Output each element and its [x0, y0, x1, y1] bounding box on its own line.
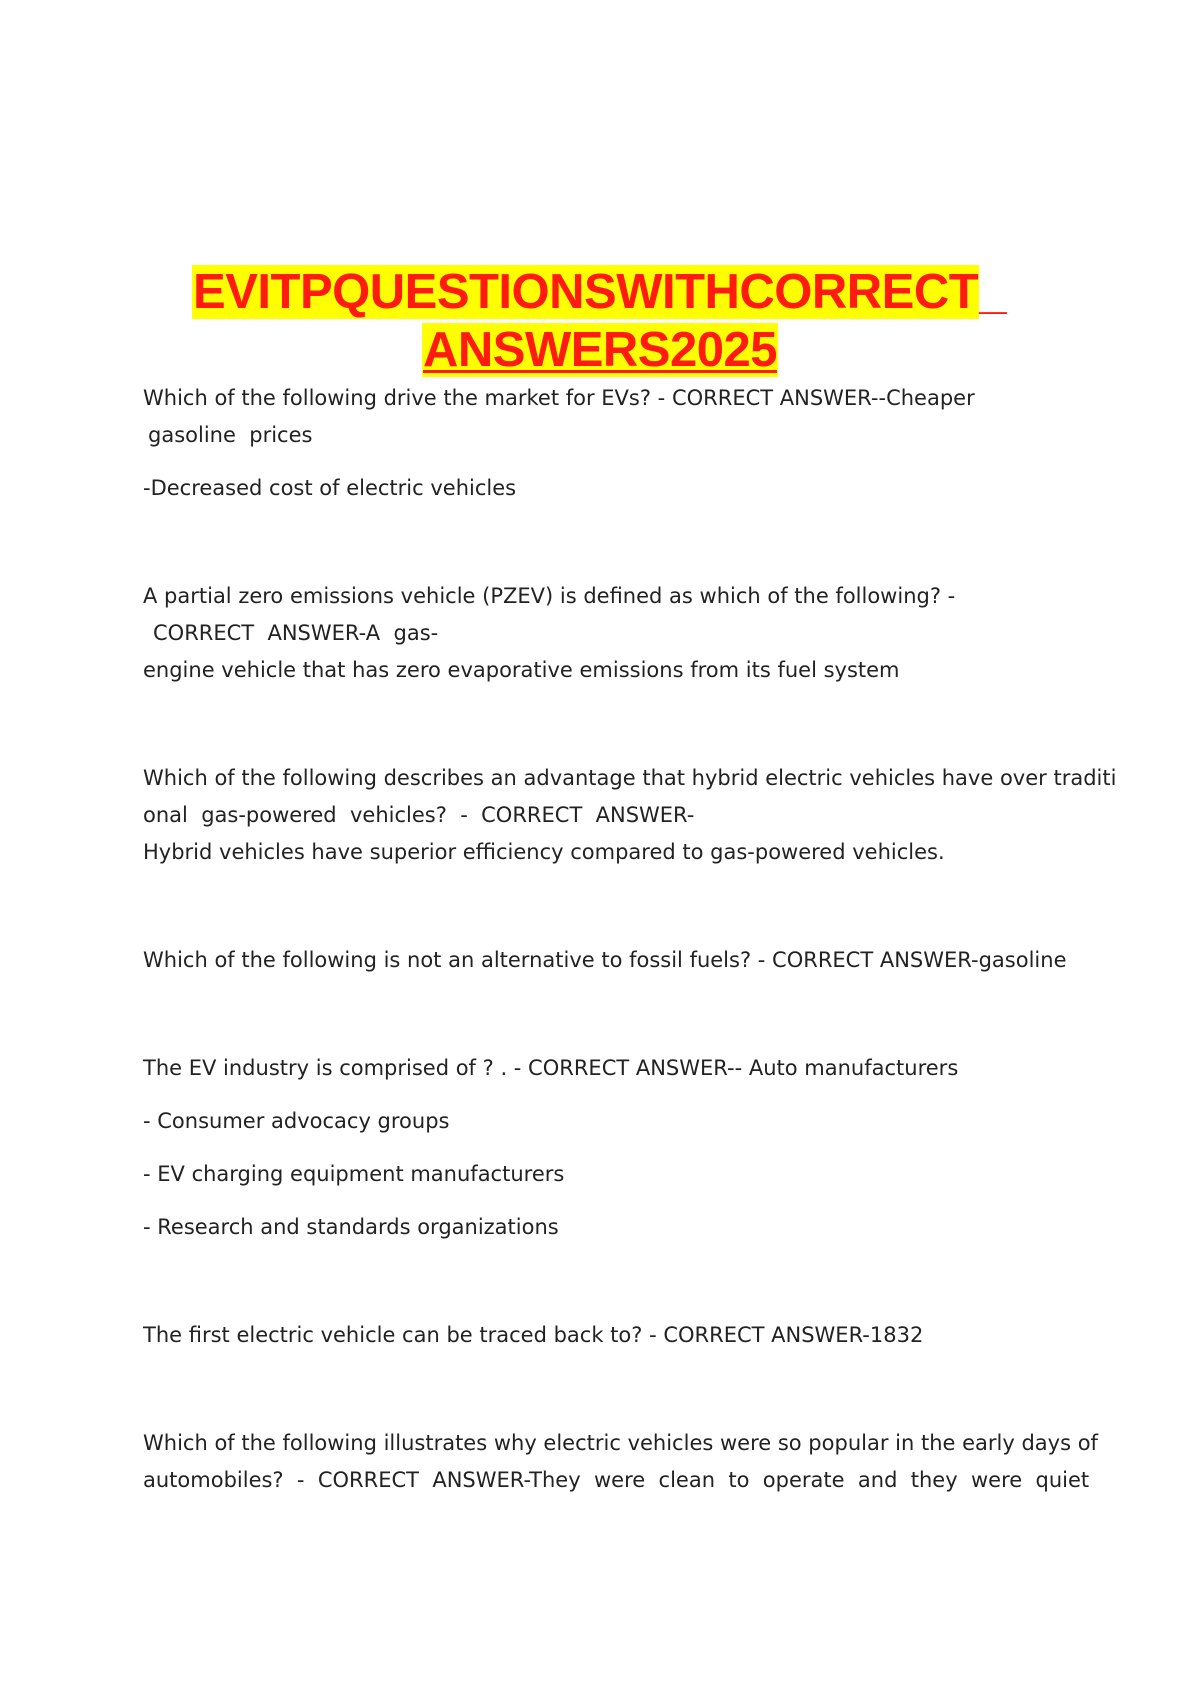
qa-content — [143, 380, 1117, 1499]
title-underscore: _ — [979, 265, 1006, 319]
qa-item-3-line-3: Hybrid vehicles have superior efficiency compared to gas-powered vehicles. — [143, 840, 945, 864]
qa-item-5-bullet-1: - Consumer advocacy groups — [143, 1109, 450, 1133]
qa-item-3-line-1: Which of the following describes an advantage that hybrid electric vehicles have over traditi — [143, 766, 1117, 790]
qa-item-3 — [143, 760, 1117, 871]
qa-item-1-line-1: Which of the following drive the market for EVs? - CORRECT ANSWER--Cheaper — [143, 386, 975, 410]
qa-item-5-line-1: The EV industry is comprised of ? . - CORRECT ANSWER-- Auto manufacturers — [143, 1056, 959, 1080]
qa-item-2-line-2: CORRECT ANSWER-A gas- — [153, 621, 439, 645]
qa-item-1-line-2: gasoline prices — [148, 423, 313, 447]
qa-item-5-bullet-3: - Research and standards organizations — [143, 1215, 559, 1239]
qa-item-5 — [143, 1050, 1043, 1246]
title-line-2-text: ANSWERS2025 — [423, 323, 777, 377]
qa-item-4 — [143, 942, 1067, 979]
qa-item-1 — [143, 380, 1043, 507]
qa-item-7 — [143, 1425, 1098, 1499]
qa-item-6 — [143, 1317, 1043, 1354]
title-line-2 — [0, 321, 1200, 379]
qa-item-3-line-2: onal gas-powered vehicles? - CORRECT ANSWER- — [143, 803, 695, 827]
qa-item-1-extra-1: -Decreased cost of electric vehicles — [143, 476, 517, 500]
qa-item-7-line-2: automobiles? - CORRECT ANSWER-They were clean to operate and they were quiet — [143, 1468, 1090, 1492]
qa-item-7-line-1: Which of the following illustrates why electric vehicles were so popular in the early days of — [143, 1431, 1098, 1455]
title-line-1-text: EVITPQUESTIONSWITHCORRECT — [193, 265, 979, 319]
title-line-1 — [0, 263, 1200, 321]
qa-item-5-bullet-2: - EV charging equipment manufacturers — [143, 1162, 565, 1186]
qa-item-2 — [143, 578, 1043, 689]
qa-item-6-line-1: The first electric vehicle can be traced back to? - CORRECT ANSWER-1832 — [143, 1323, 924, 1347]
qa-item-2-line-1: A partial zero emissions vehicle (PZEV) is defined as which of the following? - — [143, 584, 956, 608]
qa-item-4-line-1: Which of the following is not an alternative to fossil fuels? - CORRECT ANSWER-gasoline — [143, 948, 1067, 972]
document-title — [0, 263, 1200, 379]
qa-item-2-line-3: engine vehicle that has zero evaporative emissions from its fuel system — [143, 658, 900, 682]
